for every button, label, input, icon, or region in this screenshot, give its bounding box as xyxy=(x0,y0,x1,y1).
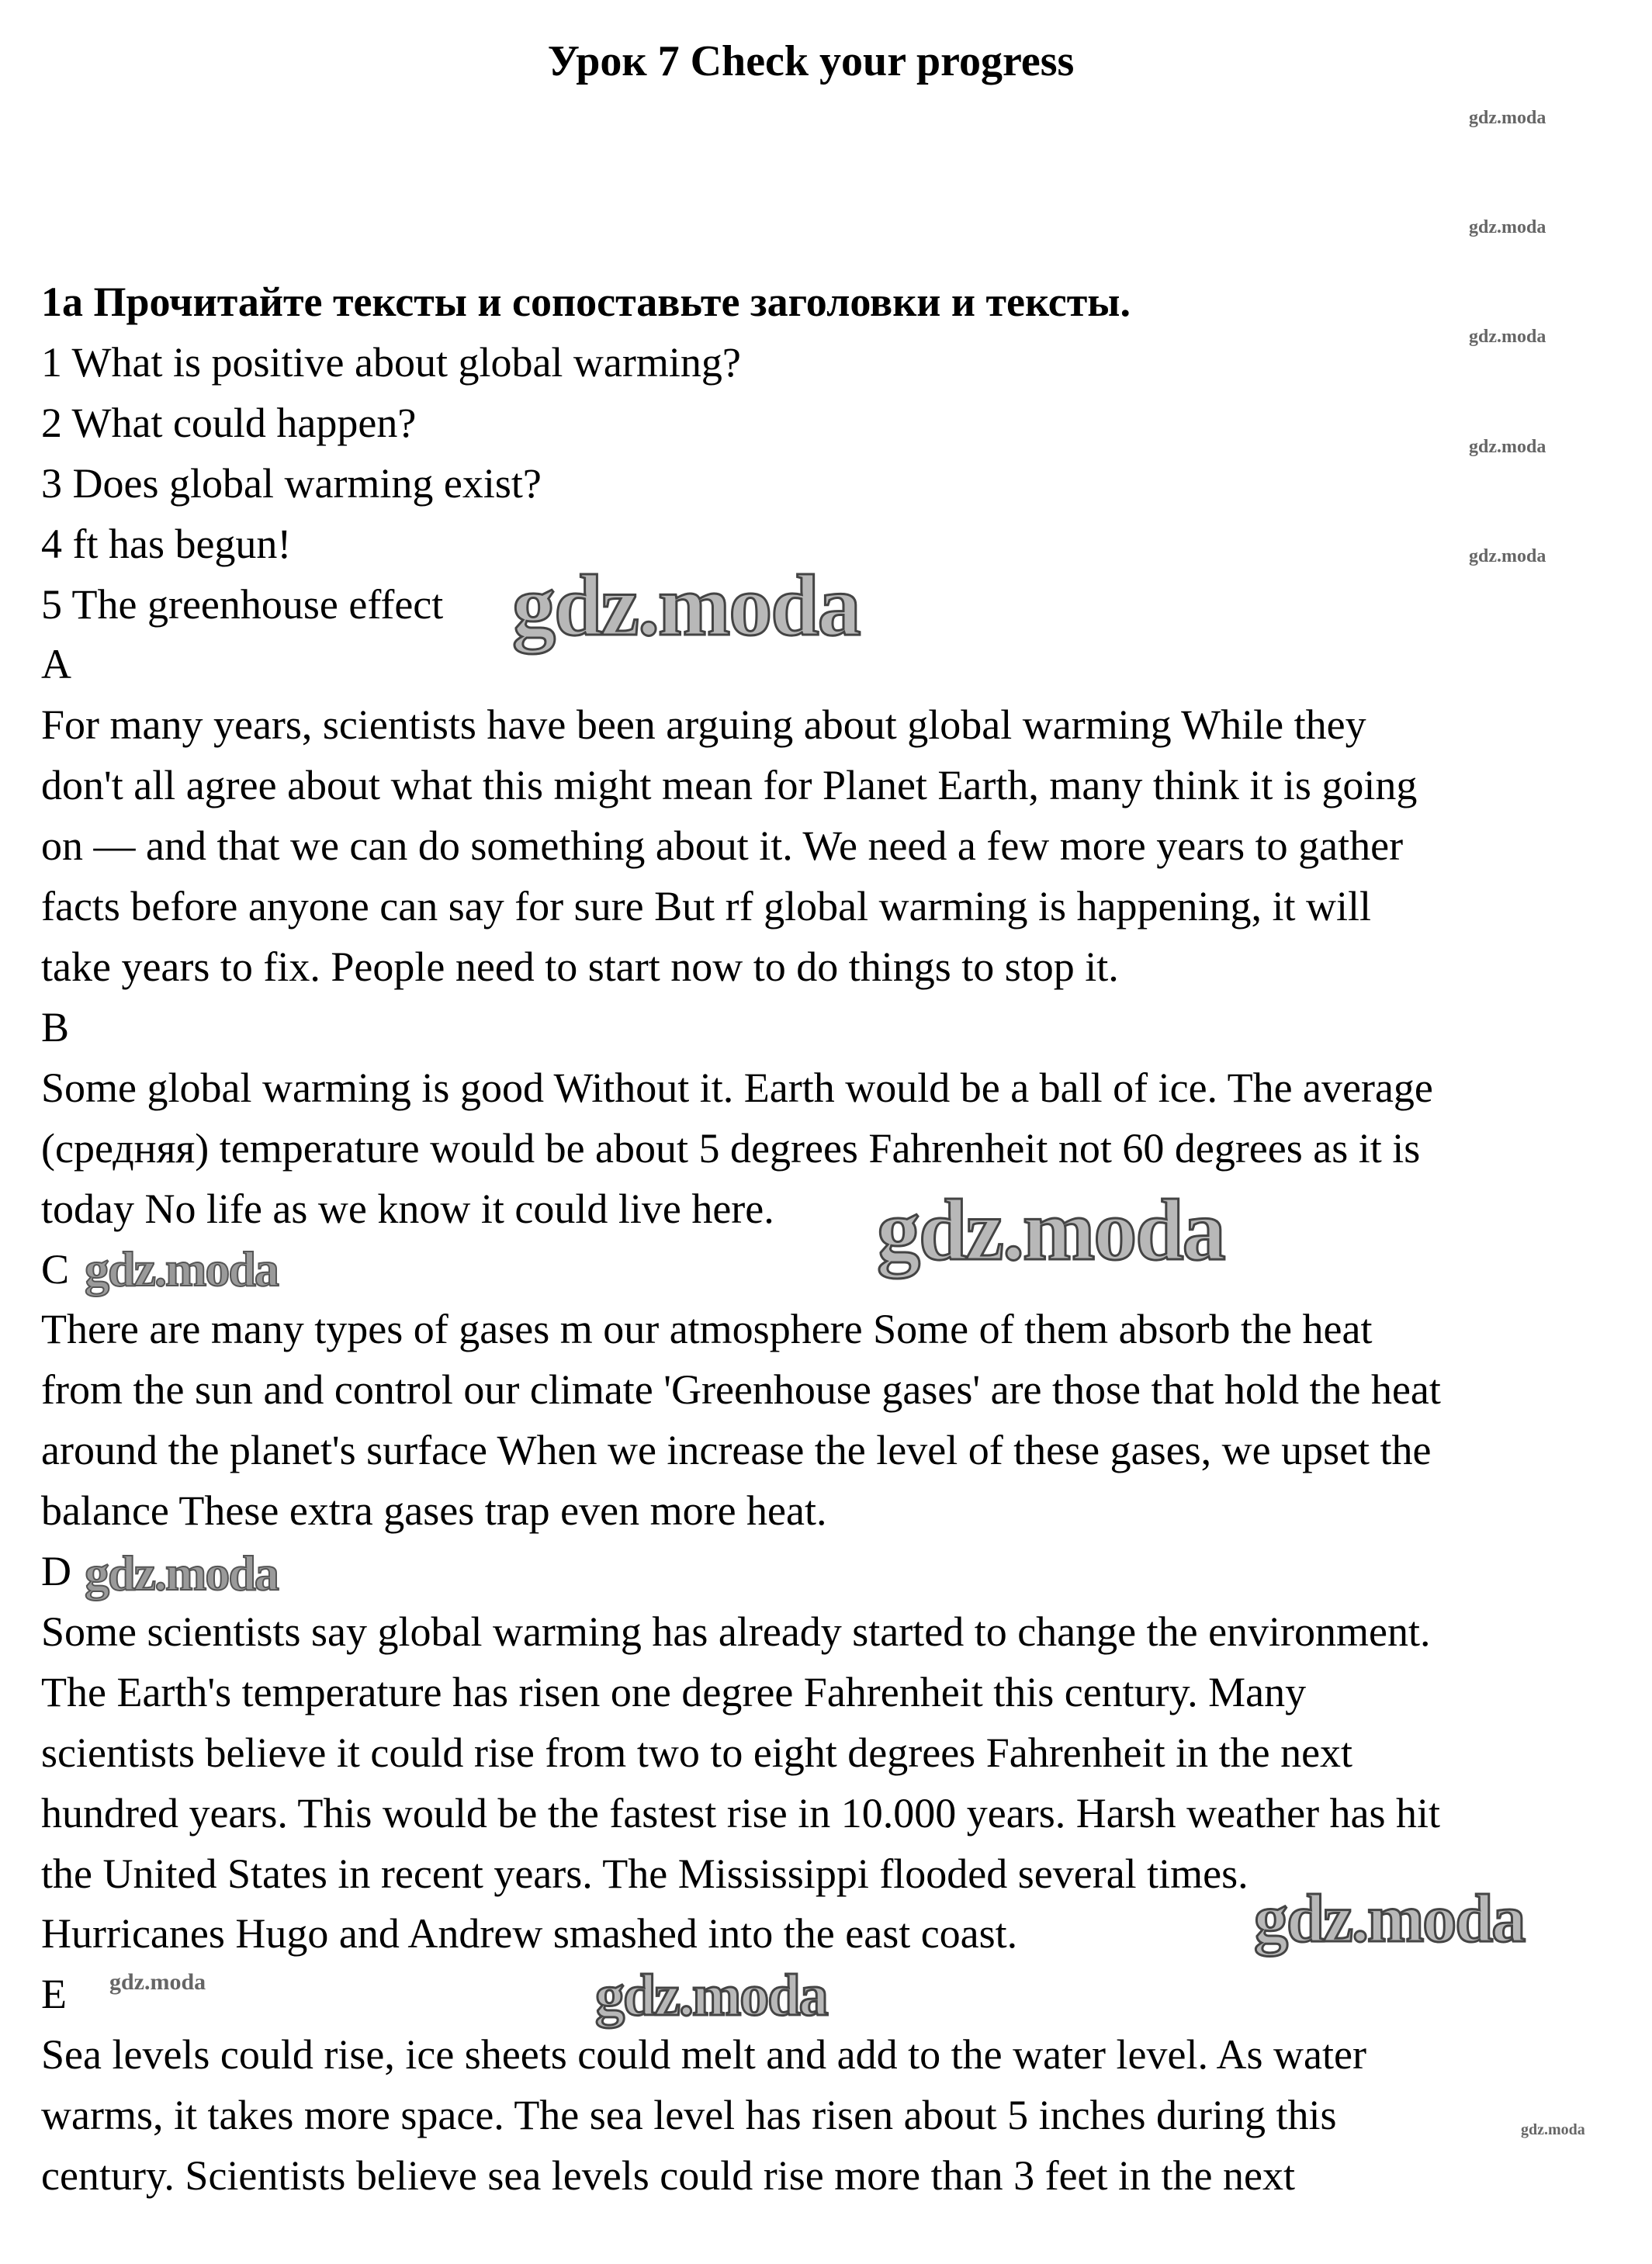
watermark: gdz.moda xyxy=(1469,437,1546,457)
text-d-line: Some scientists say global warming has already started to change the environment. xyxy=(41,1608,1431,1655)
text-b-line: (средняя) temperature would be about 5 degrees Fahrenheit not 60 degrees as it is xyxy=(41,1124,1421,1172)
text-b-line: today No life as we know it could live here. xyxy=(41,1185,774,1232)
task-instruction: 1a Прочитайте тексты и сопоставьте заголовки и тексты. xyxy=(41,279,1131,325)
text-a-line: facts before anyone can say for sure But rf global warming is happening, it will xyxy=(41,883,1371,930)
watermark: gdz.moda xyxy=(595,1963,827,2028)
heading-option: 1 What is positive about global warming? xyxy=(41,338,741,386)
text-a-line: on — and that we can do something about it. We need a few more years to gather xyxy=(41,822,1404,870)
heading-option: 3 Does global warming exist? xyxy=(41,459,542,507)
watermark: gdz.moda xyxy=(512,558,860,654)
heading-option: 5 The greenhouse effect xyxy=(41,580,444,628)
text-d-line: hundred years. This would be the fastest rise in 10.000 years. Harsh weather has hit xyxy=(41,1789,1441,1836)
text-a-line: take years to fix. People need to start now to do things to stop it. xyxy=(41,943,1119,990)
watermark: gdz.moda xyxy=(1469,217,1546,237)
text-label-e: E xyxy=(41,1971,67,2018)
watermark: gdz.moda xyxy=(1469,546,1546,566)
heading-option: 2 What could happen? xyxy=(41,399,417,446)
text-d-line: The Earth's temperature has risen one degree Fahrenheit this century. Many xyxy=(41,1668,1307,1715)
watermark: gdz.moda xyxy=(1469,327,1546,347)
watermark: gdz.moda xyxy=(1521,2121,1585,2138)
text-label-d: D xyxy=(41,1548,71,1595)
text-c-line: balance These extra gases trap even more heat. xyxy=(41,1487,827,1535)
text-label-b: B xyxy=(41,1003,70,1051)
watermark: gdz.moda xyxy=(1254,1881,1525,1957)
text-b-line: Some global warming is good Without it. Earth would be a ball of ice. The average xyxy=(41,1064,1433,1111)
text-e-line: warms, it takes more space. The sea level has risen about 5 inches during this xyxy=(41,2092,1337,2139)
text-c-line: from the sun and control our climate 'Greenhouse gases' are those that hold the heat xyxy=(41,1366,1441,1414)
text-c-line: around the planet's surface When we increase the level of these gases, we upset the xyxy=(41,1427,1432,1474)
text-d-line: the United States in recent years. The Mississippi flooded several times. xyxy=(41,1850,1249,1897)
watermark: gdz.moda xyxy=(85,1546,278,1601)
text-a-line: For many years, scientists have been arguing about global warming While they xyxy=(41,701,1366,749)
text-d-line: Hurricanes Hugo and Andrew smashed into the east coast. xyxy=(41,1910,1018,1958)
watermark: gdz.moda xyxy=(85,1241,278,1296)
watermark: gdz.moda xyxy=(109,1969,206,1995)
page-title: Урок 7 Check your progress xyxy=(547,37,1075,85)
watermark: gdz.moda xyxy=(1469,108,1546,128)
text-c-line: There are many types of gases m our atmosphere Some of them absorb the heat xyxy=(41,1306,1373,1353)
heading-option: 4 ft has begun! xyxy=(41,520,292,567)
text-label-c: C xyxy=(41,1245,70,1293)
text-e-line: century. Scientists believe sea levels could rise more than 3 feet in the next xyxy=(41,2152,1295,2200)
watermark: gdz.moda xyxy=(877,1182,1224,1279)
text-a-line: don't all agree about what this might mean for Planet Earth, many think it is going xyxy=(41,762,1418,809)
text-label-a: A xyxy=(41,641,71,688)
text-d-line: scientists believe it could rise from two to eight degrees Fahrenheit in the next xyxy=(41,1729,1353,1776)
text-e-line: Sea levels could rise, ice sheets could melt and add to the water level. As water xyxy=(41,2031,1366,2079)
